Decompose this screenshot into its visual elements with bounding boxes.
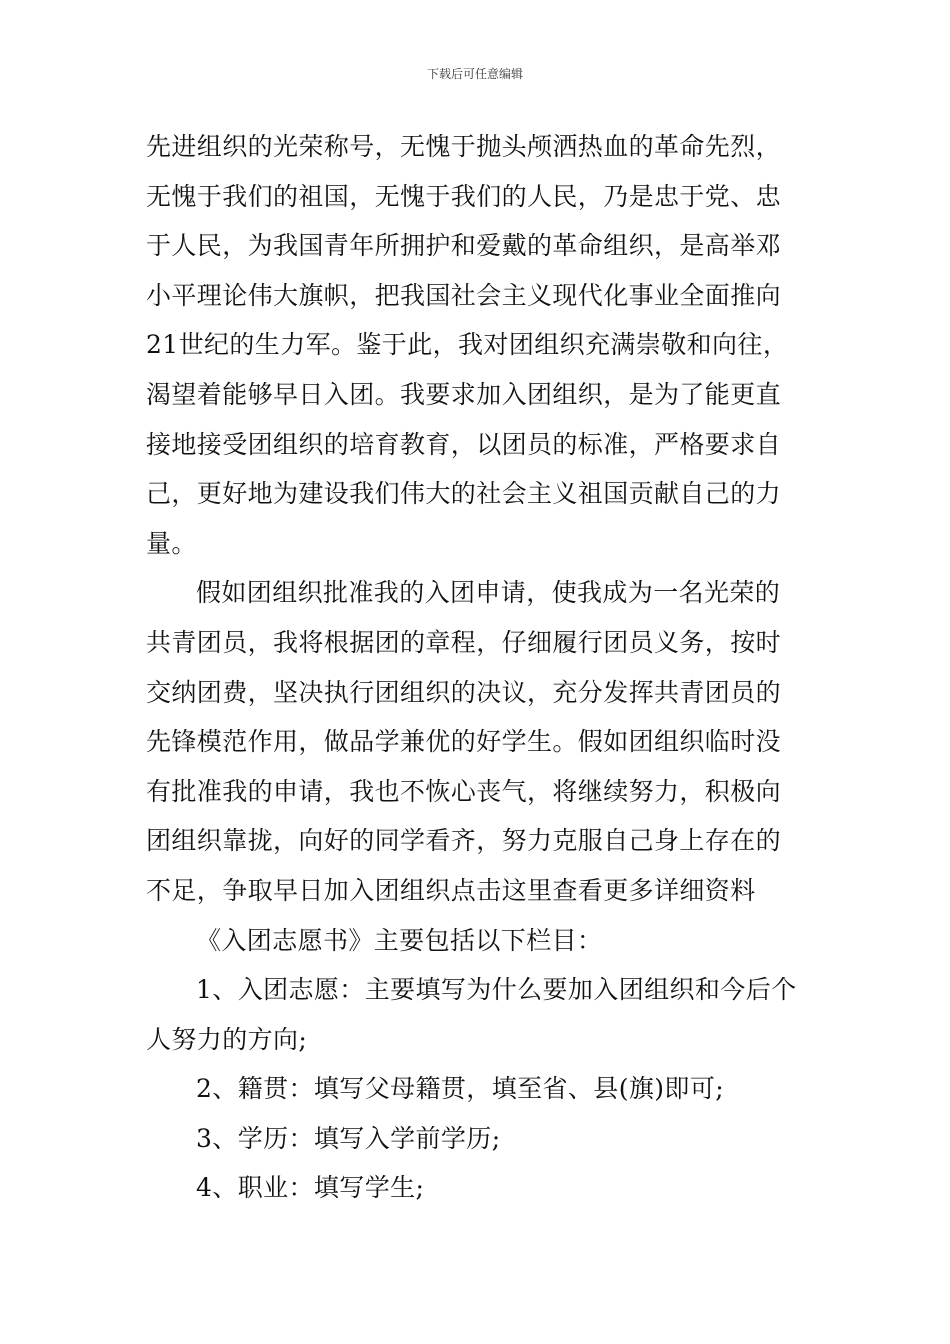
document-body bbox=[146, 122, 810, 1213]
text-line: 共青团员，我将根据团的章程，仔细履行团员义务，按时 bbox=[146, 627, 782, 657]
text-line: 小平理论伟大旗帜，把我国社会主义现代化事业全面推向 bbox=[146, 280, 782, 310]
text-line: 于人民，为我国青年所拥护和爱戴的革命组织，是高举邓 bbox=[146, 231, 782, 261]
text-line: 21世纪的生力军。鉴于此，我对团组织充满崇敬和向往， bbox=[146, 330, 789, 360]
text-line: 先锋模范作用，做品学兼优的好学生。假如团组织临时没 bbox=[146, 727, 782, 757]
text-line: 3、学历：填写入学前学历; bbox=[196, 1123, 501, 1153]
text-line: 2、籍贯：填写父母籍贯，填至省、县(旗)即可; bbox=[196, 1074, 725, 1104]
text-line: 人努力的方向; bbox=[146, 1024, 308, 1054]
list-item bbox=[146, 1114, 810, 1164]
paragraph bbox=[146, 122, 810, 568]
list-item bbox=[146, 965, 810, 1064]
text-line: 不足，争取早日加入团组织点击这里查看更多详细资料 bbox=[146, 875, 756, 905]
paragraph bbox=[146, 916, 810, 966]
list-item bbox=[146, 1163, 810, 1213]
text-line: 团组织靠拢，向好的同学看齐，努力克服自己身上存在的 bbox=[146, 826, 782, 856]
text-line: 己，更好地为建设我们伟大的社会主义祖国贡献自己的力 bbox=[146, 479, 782, 509]
text-line: 假如团组织批准我的入团申请，使我成为一名光荣的 bbox=[196, 578, 781, 608]
text-line: 4、职业：填写学生; bbox=[196, 1173, 425, 1203]
text-line: 渴望着能够早日入团。我要求加入团组织，是为了能更直 bbox=[146, 379, 782, 409]
paragraph bbox=[146, 568, 810, 915]
text-line: 先进组织的光荣称号，无愧于抛头颅洒热血的革命先烈， bbox=[146, 132, 782, 161]
text-line: 接地接受团组织的培育教育，以团员的标准，严格要求自 bbox=[146, 429, 782, 459]
text-line: 无愧于我们的祖国，无愧于我们的人民，乃是忠于党、忠 bbox=[146, 181, 782, 211]
text-line: 《入团志愿书》主要包括以下栏目： bbox=[196, 925, 603, 955]
text-line: 交纳团费，坚决执行团组织的决议，充分发挥共青团员的 bbox=[146, 677, 782, 707]
text-line: 有批准我的申请，我也不恢心丧气，将继续努力，积极向 bbox=[146, 776, 782, 806]
list-item bbox=[146, 1064, 810, 1114]
text-line: 1、入团志愿：主要填写为什么要加入团组织和今后个 bbox=[196, 975, 797, 1005]
page-header: 下载后可任意编辑 bbox=[426, 67, 523, 81]
text-line: 量。 bbox=[146, 528, 197, 558]
